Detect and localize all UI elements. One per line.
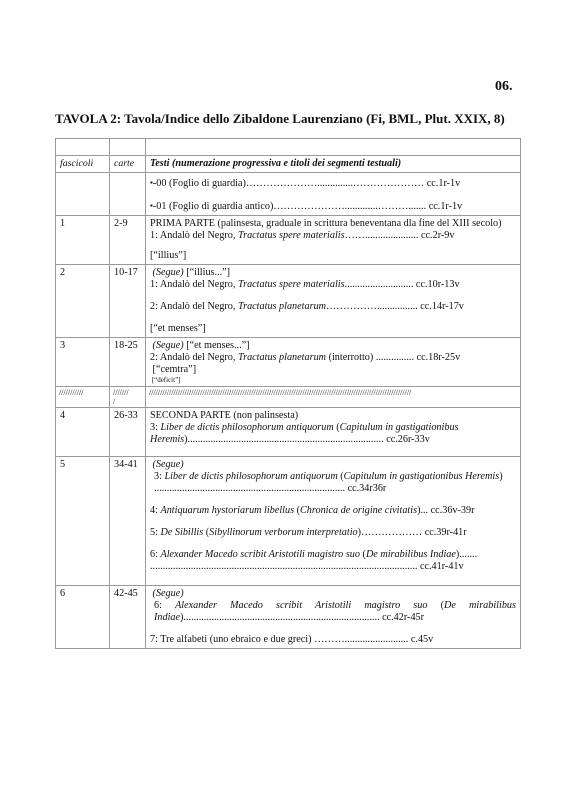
header-fascicoli: fascicoli [56, 156, 110, 173]
bullet-icon: ▪ [150, 201, 153, 210]
table-header-row [56, 156, 521, 173]
entry-1: 1: Andalò del Negro, Tractatus spere materialis........................... cc.10r-13v [150, 279, 460, 290]
header-testi: Testi (numerazione progressiva e titoli dei segmenti testuali) [146, 156, 521, 173]
index-table [55, 138, 521, 649]
entry-3: 3: Liber de dictis philosophorum antiquorum (Capitulum in gastigationibus Heremis)............................................................................. cc.26r-33v [150, 422, 459, 445]
entry-guardia-00: ▪-00 (Foglio di guardia)…………………..............………………… cc.1r-1v [150, 178, 461, 189]
catchword-small: [“deficit”] [151, 376, 181, 384]
entry-1: 1: Andalò del Negro, Tractatus spere materialis……..................... cc.2r-9v [150, 230, 455, 241]
table-row: 5 34-41 (Segue) 3: Liber de dictis philosophorum antiquorum (Capitulum in gastigationibus Heremis) ........................................................................... cc.34r36r 4: Antiquarum hystoriarum libellus (Chronica de origine civitatis)... cc.36v-39r 5: De Sibillis (Sibyllinorum verborum interpretatio)……………… cc.39r-41r 6: Alexander Macedo scribit Aristotili magistro suo (De mirabilibus Indiae)....... ......................................................................................................... cc.41r-41v [56, 457, 521, 586]
table-row: 4 26-33 SECONDA PARTE (non palinsesta) 3: Liber de dictis philosophorum antiquorum (Capitulum in gastigationibus Heremis)............................................................................. cc.26r-33v [56, 408, 521, 457]
entry-6: 6: Alexander Macedo scribit Aristotili magistro suo (De mirabilibus Indiae)....... [150, 549, 478, 560]
entry-4: 4: Antiquarum hystoriarum libellus (Chronica de origine civitatis)... cc.36v-39r [150, 505, 475, 516]
entry-3: 3: Liber de dictis philosophorum antiquorum (Capitulum in gastigationibus Heremis) ........................................................................... cc.34r36r [154, 471, 503, 494]
catchword: [“et menses”] [150, 323, 206, 334]
catchword: [“illius”] [150, 250, 187, 261]
entry-6: 6: Alexander Macedo scribit Aristotili magistro suo (De mirabilibus Indiae)............................................................................. cc.42r-45r [154, 600, 516, 623]
catchword: [“cemtra”] [152, 364, 197, 375]
page-number: 06. [495, 79, 513, 94]
separator-row: /////////// /////// / ////////////////////////////////////////////////////////////////////////////////////////////////////////////////////// [56, 387, 521, 408]
table-row: 6 42-45 (Segue) 6: Alexander Macedo scribit Aristotili magistro suo (De mirabilibus Indiae)............................................................................. cc.42r-45r 7: Tre alfabeti (uno ebraico e due greci) ………......................... c.45v [56, 586, 521, 649]
entry-7: 7: Tre alfabeti (uno ebraico e due greci) ………......................... c.45v [150, 634, 434, 645]
table-row: 1 2-9 PRIMA PARTE (palinsesta, graduale in scrittura beneventana dla fine del XIII secolo) 1: Andalò del Negro, Tractatus spere materialis……..................... cc.2r-9v [“illius”] [56, 216, 521, 265]
section-heading: SECONDA PARTE (non palinsesta) [150, 410, 299, 421]
header-carte: carte [110, 156, 146, 173]
section-heading: PRIMA PARTE (palinsesta, graduale in scrittura beneventana dla fine del XIII secolo) [150, 218, 502, 229]
bullet-icon: ▪ [150, 178, 153, 187]
entry-2: 2: Andalò del Negro, Tractatus planetarum……………................ cc.14r-17v [150, 301, 464, 312]
table-row-blank [56, 139, 521, 156]
entry-guardia-01: ▪-01 (Foglio di guardia antico)………………….............………....... cc.1r-1v [150, 201, 463, 212]
table-row: 2 10-17 (Segue) [“illius...”] 1: Andalò del Negro, Tractatus spere materialis........................... cc.10r-13v 2: Andalò del Negro, Tractatus planetarum……………................ cc.14r-17v [“et menses”] [56, 265, 521, 338]
entry-6-range: ......................................................................................................... cc.41r-41v [150, 561, 464, 572]
table-title: TAVOLA 2: Tavola/Indice dello Zibaldone Laurenziano (Fi, BML, Plut. XXIX, 8) [55, 111, 505, 126]
entry-5: 5: De Sibillis (Sibyllinorum verborum interpretatio)……………… cc.39r-41r [150, 527, 467, 538]
table-row-guardia [56, 173, 521, 216]
entry-2: 2: Andalò del Negro, Tractatus planetarum (interrotto) ............... cc.18r-25v [150, 352, 461, 363]
table-row: 3 18-25 (Segue) [“et menses...”] 2: Andalò del Negro, Tractatus planetarum (interrotto) ............... cc.18r-25v [“cemtra”] [“deficit”] [56, 338, 521, 387]
